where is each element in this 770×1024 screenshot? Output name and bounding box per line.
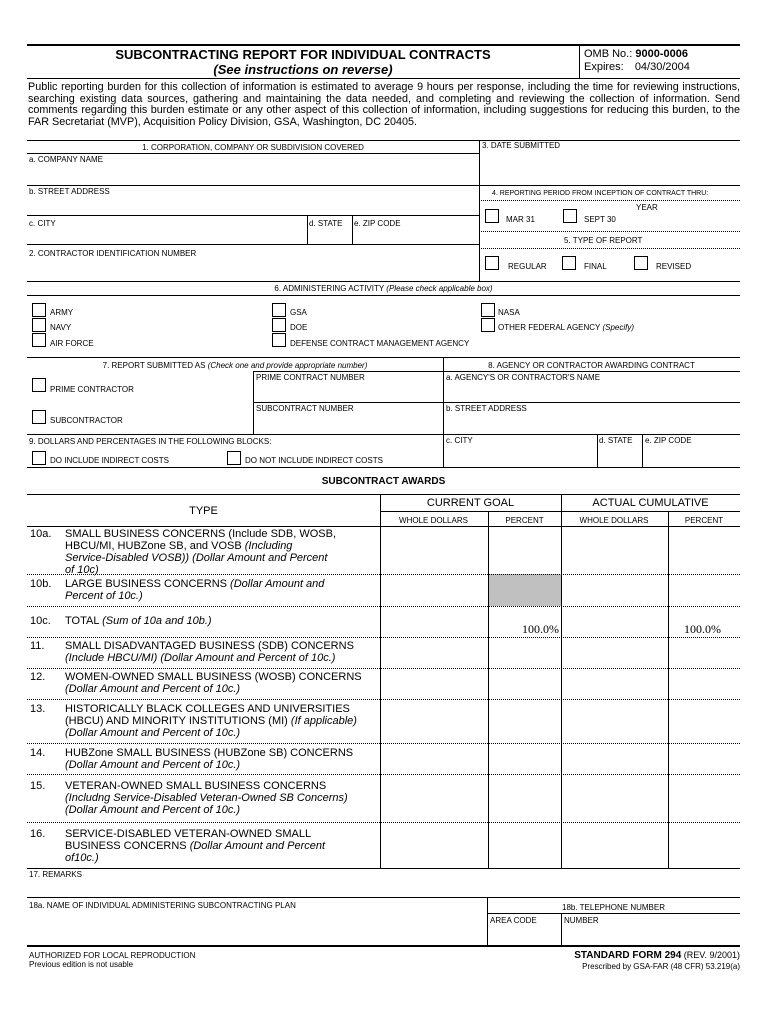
report-submitted-note: (Check one and provide appropriate number) <box>207 361 368 370</box>
final-checkbox[interactable] <box>562 256 576 270</box>
state-label: d. STATE <box>309 219 343 228</box>
omb-value: 9000-0006 <box>635 48 688 60</box>
form-number <box>574 950 740 961</box>
row-12-text <box>65 671 362 695</box>
row-10b-line2: Percent of 10c.) <box>65 590 143 602</box>
row-12-goal-percent[interactable] <box>490 670 559 697</box>
army-checkbox[interactable] <box>32 303 46 317</box>
row-12-actual-dollars[interactable] <box>563 670 666 697</box>
nasa-checkbox[interactable] <box>481 303 495 317</box>
row-14-number: 14. <box>30 747 46 759</box>
row-11-line1: SMALL DISADVANTAGED BUSINESS (SDB) CONCERNS <box>65 640 354 652</box>
airforce-checkbox[interactable] <box>32 333 46 347</box>
admin-activity-note: (Please check applicable box) <box>386 284 493 293</box>
row-16-line1: SERVICE-DISABLED VETERAN-OWNED SMALL <box>65 828 312 840</box>
dcma-label: DEFENSE CONTRACT MANAGEMENT AGENCY <box>290 339 470 348</box>
form-revision: (REV. 9/2001) <box>683 950 740 960</box>
subcontractor-checkbox[interactable] <box>32 410 46 424</box>
remarks-field[interactable] <box>29 881 738 895</box>
row-16-goal-dollars[interactable] <box>382 824 486 866</box>
exclude-indirect-label: DO NOT INCLUDE INDIRECT COSTS <box>245 456 383 465</box>
airforce-label: AIR FORCE <box>50 339 94 348</box>
include-indirect-checkbox[interactable] <box>32 451 46 465</box>
row-14-goal-dollars[interactable] <box>382 745 486 772</box>
row-14-line1: HUBZone SMALL BUSINESS (HUBZone SB) CONCERNS <box>65 747 354 759</box>
row-10c-goal-percent: 100.0% <box>522 622 559 636</box>
row-15-line3: (Dollar Amount and Percent of 10c.) <box>65 804 241 816</box>
street-address-field[interactable] <box>29 197 477 213</box>
row-11-number: 11. <box>30 640 45 652</box>
row-15-actual-percent[interactable] <box>670 776 738 820</box>
row-15-line1: VETERAN-OWNED SMALL BUSINESS CONCERNS <box>65 780 327 792</box>
zip-field[interactable] <box>354 229 477 243</box>
army-label: ARMY <box>50 308 74 317</box>
state-field[interactable] <box>309 229 351 243</box>
revised-checkbox[interactable] <box>634 256 648 270</box>
regular-label: REGULAR <box>508 262 547 271</box>
row-13-actual-dollars[interactable] <box>563 701 666 741</box>
row-10a-number: 10a. <box>30 528 52 540</box>
phone-number-field[interactable] <box>564 927 738 943</box>
subcontract-number-field[interactable] <box>256 415 440 431</box>
row-13-line3: (Dollar Amount and Percent of 10c.) <box>65 727 241 739</box>
row-10c-actual-percent: 100.0% <box>684 622 721 636</box>
row-10a-line2-ital: (Including <box>244 540 293 552</box>
administrator-name-label: 18a. NAME OF INDIVIDUAL ADMINISTERING SUBCONTRACTING PLAN <box>29 901 296 910</box>
report-submitted-as-label <box>27 361 443 370</box>
row-14-text <box>65 747 353 771</box>
goal-percent-header: PERCENT <box>505 516 544 525</box>
goal-whole-dollars-header: WHOLE DOLLARS <box>399 516 468 525</box>
administrator-name-field[interactable] <box>29 913 484 943</box>
row-13-actual-percent[interactable] <box>670 701 738 741</box>
street-address-label: b. STREET ADDRESS <box>29 187 110 196</box>
row-11-line2: (Include HBCU/MI) (Dollar Amount and Percent of 10c.) <box>65 652 336 664</box>
administering-activity-label <box>27 284 740 293</box>
awarding-name-field[interactable] <box>446 384 738 400</box>
row-14-line2: (Dollar Amount and Percent of 10c.) <box>65 759 241 771</box>
row-10b-actual-dollars[interactable] <box>563 576 666 604</box>
row-13-line2-ital: (If applicable) <box>290 715 357 727</box>
row-15-text <box>65 780 348 816</box>
row-10a-line3: Service-Disabled VOSB)) (Dollar Amount and Percent <box>65 552 328 564</box>
row-10c-text <box>65 615 212 627</box>
row-10a-goal-percent[interactable] <box>490 528 559 572</box>
row-11-goal-percent[interactable] <box>490 639 559 666</box>
row-12-actual-percent[interactable] <box>670 670 738 697</box>
navy-checkbox[interactable] <box>32 318 46 332</box>
expires-label: Expires: <box>584 61 624 73</box>
shaded-cell <box>489 574 561 606</box>
row-16-line2-ital: (Dollar Amount and Percent <box>189 840 326 852</box>
expires-date: 04/30/2004 <box>634 61 690 73</box>
prime-contractor-label: PRIME CONTRACTOR <box>50 385 134 394</box>
row-16-line2-text: BUSINESS CONCERNS <box>65 840 190 852</box>
prime-contract-number-field[interactable] <box>256 384 440 400</box>
dollars-percentages-label: 9. DOLLARS AND PERCENTAGES IN THE FOLLOWING BLOCKS: <box>29 437 272 446</box>
section1-heading: 1. CORPORATION, COMPANY OR SUBDIVISION COVERED <box>142 143 364 152</box>
burden-statement: Public reporting burden for this collection of information is estimated to average 9 hours per response, including the time for reviewing instructions, searching existing data sources, gathering and maintaining the data needed, and completing and reviewing the collection of information. Send comments regarding this burden estimate or any other aspect of this collection of information, including suggestions for reducing this burden, to the FAR Secretariat (MVP), Acquisition Policy Division, GSA, Washington, DC 20405. <box>28 81 740 128</box>
row-10a-goal-dollars[interactable] <box>382 528 486 572</box>
awarding-zip-label: e. ZIP CODE <box>645 436 692 445</box>
awarding-street-label: b. STREET ADDRESS <box>446 404 527 413</box>
row-10a-line2-text: HBCU/MI, HUBZone SB, and VOSB <box>65 540 245 552</box>
previous-edition-note: Previous edition is not usable <box>29 960 134 969</box>
exclude-indirect-checkbox[interactable] <box>227 451 241 465</box>
row-12-number: 12. <box>30 671 46 683</box>
navy-label: NAVY <box>50 323 72 332</box>
omb-number <box>584 48 688 60</box>
mar31-checkbox[interactable] <box>485 209 499 223</box>
row-16-number: 16. <box>30 828 46 840</box>
form-subtitle: (See instructions on reverse) <box>213 62 393 77</box>
phone-number-label: NUMBER <box>564 916 599 925</box>
row-10b-text <box>65 578 324 602</box>
row-11-actual-dollars[interactable] <box>563 639 666 666</box>
row-10b-number: 10b. <box>30 578 52 590</box>
company-name-field[interactable] <box>29 166 477 184</box>
subcontract-awards-heading: SUBCONTRACT AWARDS <box>321 476 446 487</box>
other-agency-checkbox[interactable] <box>481 318 495 332</box>
row-15-goal-dollars[interactable] <box>382 776 486 820</box>
row-10a-text <box>65 528 336 576</box>
row-10c-number: 10c. <box>30 615 51 627</box>
row-13-goal-percent[interactable] <box>490 701 559 741</box>
row-10c-goal-dollars[interactable] <box>382 608 486 635</box>
year-field[interactable] <box>636 214 736 228</box>
row-10c-text-ital: (Sum of 10a and 10b.) <box>102 615 212 627</box>
dcma-checkbox[interactable] <box>272 333 286 347</box>
regular-checkbox[interactable] <box>485 256 499 270</box>
date-submitted-label: 3. DATE SUBMITTED <box>482 141 561 150</box>
row-12-line2: (Dollar Amount and Percent of 10c.) <box>65 683 241 695</box>
row-16-text <box>65 828 325 864</box>
row-13-line2-text: (HBCU) AND MINORITY INSTITUTIONS (MI) <box>65 715 291 727</box>
row-11-actual-percent[interactable] <box>670 639 738 666</box>
row-14-actual-dollars[interactable] <box>563 745 666 772</box>
awarding-city-field[interactable] <box>446 447 594 465</box>
awarding-agency-label: 8. AGENCY OR CONTRACTOR AWARDING CONTRACT <box>488 361 695 370</box>
nasa-label: NASA <box>498 308 520 317</box>
row-12-goal-dollars[interactable] <box>382 670 486 697</box>
row-15-line2: (Includng Service-Disabled Veteran-Owned SB Concerns) <box>65 792 348 804</box>
actual-percent-header: PERCENT <box>684 516 724 525</box>
other-agency-label <box>498 323 634 332</box>
doe-label: DOE <box>290 323 308 332</box>
form-title: SUBCONTRACTING REPORT FOR INDIVIDUAL CONTRACTS <box>115 47 491 62</box>
row-15-number: 15. <box>30 780 46 792</box>
awarding-street-field[interactable] <box>446 415 738 431</box>
type-column-header: TYPE <box>189 505 218 517</box>
row-15-goal-percent[interactable] <box>490 776 559 820</box>
row-13-number: 13. <box>30 703 46 715</box>
row-11-text <box>65 640 354 664</box>
city-field[interactable] <box>29 229 305 243</box>
report-submitted-text: 7. REPORT SUBMITTED AS <box>102 361 206 370</box>
prime-contract-number-label: PRIME CONTRACT NUMBER <box>256 373 365 382</box>
row-12-line1: WOMEN-OWNED SMALL BUSINESS (WOSB) CONCERNS <box>65 671 362 683</box>
expires <box>584 61 690 73</box>
row-16-line3: of10c.) <box>65 852 99 864</box>
row-14-actual-percent[interactable] <box>670 745 738 772</box>
other-agency-text: OTHER FEDERAL AGENCY <box>498 323 601 332</box>
subcontract-number-label: SUBCONTRACT NUMBER <box>256 404 354 413</box>
subcontractor-label: SUBCONTRACTOR <box>50 416 123 425</box>
row-10a-line4: of 10c) <box>65 564 99 576</box>
row-16-goal-percent[interactable] <box>490 824 559 866</box>
form-number-text: STANDARD FORM 294 <box>574 950 682 961</box>
row-10a-line1: SMALL BUSINESS CONCERNS (Include SDB, WOSB, <box>65 528 336 540</box>
row-10c-actual-dollars[interactable] <box>563 608 666 635</box>
contractor-id-label: 2. CONTRACTOR IDENTIFICATION NUMBER <box>29 249 197 258</box>
contractor-id-field[interactable] <box>29 260 477 278</box>
doe-checkbox[interactable] <box>272 318 286 332</box>
awarding-state-label: d. STATE <box>599 436 633 445</box>
row-10c-text-plain: TOTAL <box>65 615 103 627</box>
row-10a-line2 <box>65 540 336 552</box>
type-of-report-label: 5. TYPE OF REPORT <box>564 236 643 245</box>
row-10b-goal-dollars[interactable] <box>382 576 486 604</box>
zip-label: e. ZIP CODE <box>354 219 401 228</box>
year-label: YEAR <box>636 203 658 212</box>
company-name-label: a. COMPANY NAME <box>29 155 103 164</box>
row-13-line1: HISTORICALLY BLACK COLLEGES AND UNIVERSITIES <box>65 703 350 715</box>
row-10a-actual-dollars[interactable] <box>563 528 666 572</box>
current-goal-header: CURRENT GOAL <box>426 497 515 509</box>
mar31-label: MAR 31 <box>506 215 535 224</box>
reporting-period-label: 4. REPORTING PERIOD FROM INCEPTION OF CONTRACT THRU: <box>492 190 709 197</box>
awarding-city-label: c. CITY <box>446 436 473 445</box>
actual-whole-dollars-header: WHOLE DOLLARS <box>579 516 649 525</box>
omb-label: OMB No.: <box>584 48 633 60</box>
row-11-goal-dollars[interactable] <box>382 639 486 666</box>
city-label: c. CITY <box>29 219 56 228</box>
row-10b-line1-ital: (Dollar Amount and <box>230 578 325 590</box>
final-label: FINAL <box>584 262 607 271</box>
prescribed-by: Prescribed by GSA-FAR (48 CFR) 53.219(a) <box>582 962 740 971</box>
row-16-actual-percent[interactable] <box>670 824 738 866</box>
actual-cumulative-header: ACTUAL CUMULATIVE <box>592 497 709 509</box>
revised-label: REVISED <box>656 262 692 271</box>
remarks-label: 17. REMARKS <box>29 870 82 879</box>
row-16-actual-dollars[interactable] <box>563 824 666 866</box>
area-code-label: AREA CODE <box>490 916 537 925</box>
sept30-checkbox[interactable] <box>563 209 577 223</box>
row-10a-actual-percent[interactable] <box>670 528 738 572</box>
row-10b-actual-percent[interactable] <box>670 576 738 604</box>
telephone-label: 18b. TELEPHONE NUMBER <box>562 903 665 912</box>
gsa-label: GSA <box>290 308 307 317</box>
gsa-checkbox[interactable] <box>272 303 286 317</box>
row-13-goal-dollars[interactable] <box>382 701 486 741</box>
include-indirect-label: DO INCLUDE INDIRECT COSTS <box>50 456 169 465</box>
area-code-field[interactable] <box>490 927 558 943</box>
admin-activity-text: 6. ADMINISTERING ACTIVITY <box>274 284 385 293</box>
prime-contractor-checkbox[interactable] <box>32 378 46 392</box>
other-agency-note: (Specify) <box>602 323 635 332</box>
row-10b-line1-text: LARGE BUSINESS CONCERNS <box>65 578 231 590</box>
awarding-name-label: a. AGENCY'S OR CONTRACTOR'S NAME <box>446 373 601 382</box>
sept30-label: SEPT 30 <box>584 215 616 224</box>
row-14-goal-percent[interactable] <box>490 745 559 772</box>
row-13-text <box>65 703 357 739</box>
date-submitted-field[interactable] <box>481 152 739 184</box>
row-15-actual-dollars[interactable] <box>563 776 666 820</box>
local-reproduction-note: AUTHORIZED FOR LOCAL REPRODUCTION <box>29 951 196 960</box>
